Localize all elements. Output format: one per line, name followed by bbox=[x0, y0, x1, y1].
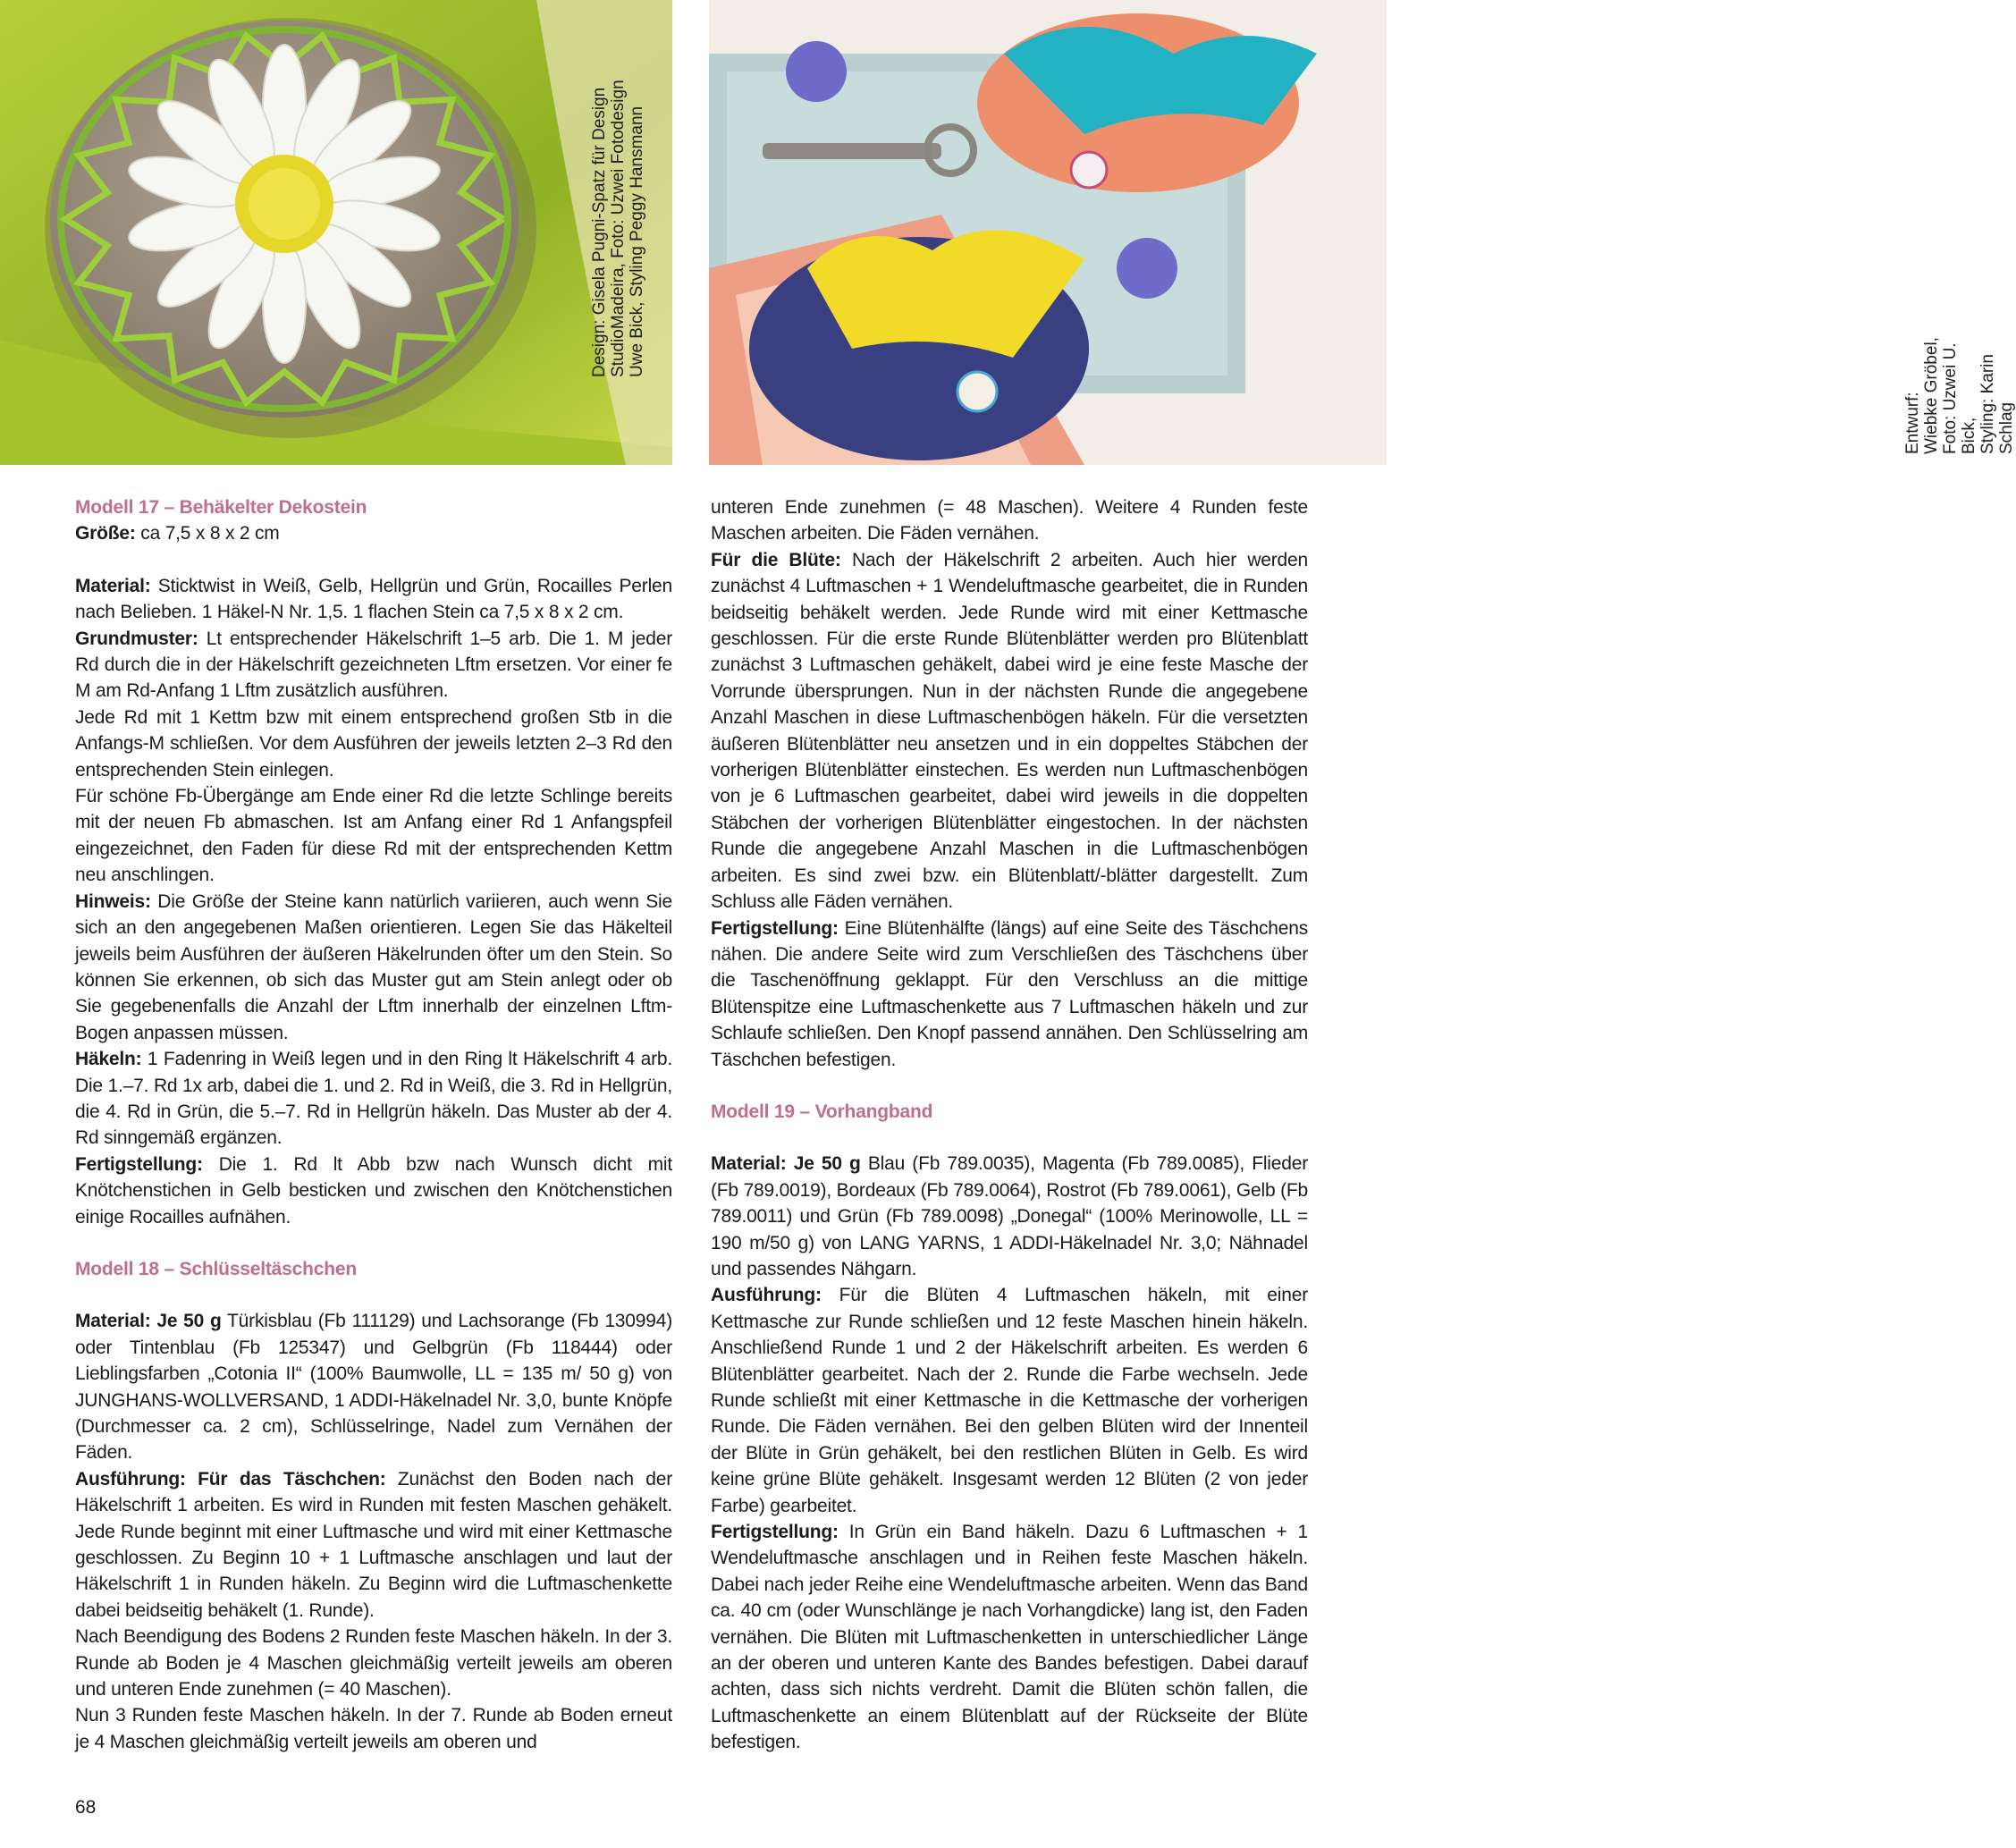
key-pouches-illustration bbox=[709, 0, 1387, 465]
model-17-material bbox=[75, 573, 672, 626]
daisy-stone-illustration bbox=[0, 0, 672, 465]
fertigstellung-text: Die 1. Rd lt Abb bzw nach Wunsch dicht mit Knötchenstichen in Gelb besticken und zwischen den Knötchenstichen einige Rocailles aufnähen. bbox=[75, 1153, 672, 1228]
material-label: Material: Je 50 g bbox=[711, 1153, 861, 1175]
credit-line: Design: Gisela Pugni-Spatz für Design bbox=[590, 87, 609, 377]
fertigstellung-label: Fertigstellung: bbox=[711, 917, 839, 939]
size-text: ca 7,5 x 8 x 2 cm bbox=[135, 523, 280, 544]
text-column-right bbox=[711, 494, 1308, 1756]
material-text: Blau (Fb 789.0035), Magenta (Fb 789.0085), Flieder (Fb 789.0019), Bordeaux (Fb 789.0064), Rostrot (Fb 789.0061), Gelb (Fb 789.0011) und Grün (Fb 789.0098) „Donegal“ (100% Merinowolle, LL = 190 m/50 g) von LANG YARNS, 1 ADDI-Häkelnadel Nr. 3,0; Nähnadel und passendes Nähgarn. bbox=[711, 1153, 1308, 1279]
fertigstellung-text: Eine Blütenhälfte (längs) auf eine Seite des Täschchens nähen. Die andere Seite wird zum Verschließen des Täschchens über die Taschenöffnung geklappt. Für den Verschluss an die mittige Blütenspitze eine Luftmaschenkette aus 7 Luftmaschen häkeln und zur Schlaufe schließen. Den Knopf passend annähen. Den Schlüsselring am Täschchen befestigen. bbox=[711, 917, 1308, 1070]
photo-daisy-stone bbox=[0, 0, 672, 465]
model-19-ausfuehrung bbox=[711, 1282, 1308, 1519]
model-18-heading: Modell 18 – Schlüsseltäschchen bbox=[75, 1258, 357, 1279]
credit-line: StudioMadeira, Foto: Uzwei Fotodesign bbox=[609, 80, 628, 377]
model-18-ausfuehrung bbox=[75, 1466, 672, 1624]
credit-line: Entwurf: bbox=[1903, 392, 1922, 454]
model-17-grundmuster bbox=[75, 626, 672, 705]
fertigstellung-text: In Grün ein Band häkeln. Dazu 6 Luftmaschen + 1 Wendeluftmasche anschlagen und in Reihen feste Maschen häkeln. Dabei nach jeder Reihe eine Wendeluftmasche arbeiten. Wenn das Band ca. 40 cm (oder Wunschlänge je nach Vorhangdicke) lang ist, den Faden vernähen. Die Blüten mit Luftmaschenketten in unterschiedlicher Länge an der oberen und unteren Kante des Bandes befestigen. Dabei darauf achten, dass sich nichts verdreht. Damit die Blüten schön fallen, die Luftmaschenkette an einem Blütenblatt auf der Rückseite der Blüte befestigen. bbox=[711, 1522, 1308, 1753]
model-17-haekeln bbox=[75, 1046, 672, 1152]
haekeln-text: 1 Fadenring in Weiß legen und in den Ring lt Häkelschrift 4 arb. Die 1.–7. Rd 1x arb, dabei die 1. und 2. Rd in Weiß, die 3. Rd in Hellgrün, die 4. Rd in Grün, die 5.–7. Rd in Hellgrün häkeln. Das Muster ab der 4. Rd sinngemäß ergänzen. bbox=[75, 1049, 672, 1149]
fertigstellung-label: Fertigstellung: bbox=[711, 1522, 839, 1543]
model-17-paragraph: Jede Rd mit 1 Kettm bzw mit einem entsprechend großen Stb in die Anfangs-M schließen. Vor dem Ausführen der jeweils letzten 2–3 Rd den entsprechenden Stein einlegen. bbox=[75, 706, 672, 781]
photo-credit-right bbox=[1903, 320, 2016, 454]
material-text: Türkisblau (Fb 111129) und Lachsorange (Fb 130994) oder Tintenblau (Fb 125347) und Gelbgrün (Fb 118444) oder Lieblingsfarben „Cotonia II“ (100% Baumwolle, LL = 135 m/ 50 g) von JUNGHANS-WOLLVERSAND, 1 ADDI-Häkelnadel Nr. 3,0, bunte Knöpfe (Durchmesser ca. 2 cm), Schlüsselringe, Nadel zum Vernähen der Fäden. bbox=[75, 1311, 672, 1464]
grundmuster-text: Lt entsprechender Häkelschrift 1–5 arb. Die 1. M jeder Rd durch die in der Häkelschrift gezeichneten Lftm ersetzen. Vor einer fe M am Rd-Anfang 1 Lftm zusätzlich ausführen. bbox=[75, 628, 672, 702]
model-19-heading: Modell 19 – Vorhangband bbox=[711, 1101, 933, 1122]
model-18-bluete bbox=[711, 547, 1308, 916]
credit-line: Uwe Bick, Styling Peggy Hansmann bbox=[628, 105, 646, 377]
photo-key-pouches bbox=[709, 0, 2016, 465]
credit-line: Styling: Karin Schlag bbox=[1978, 354, 2016, 454]
fertigstellung-label: Fertigstellung: bbox=[75, 1153, 203, 1175]
model-18-paragraph: Nun 3 Runden feste Maschen häkeln. In der 7. Runde ab Boden erneut je 4 Maschen gleichmäßig verteilt jeweils am oberen und bbox=[75, 1705, 672, 1752]
page-number: 68 bbox=[75, 1797, 97, 1818]
material-label: Material: bbox=[75, 575, 151, 596]
haekeln-label: Häkeln: bbox=[75, 1049, 142, 1070]
ausfuehrung-label: Ausführung: bbox=[711, 1285, 822, 1306]
photo-credit-left bbox=[590, 73, 646, 377]
model-19-material bbox=[711, 1151, 1308, 1282]
model-18-paragraph: Nach Beendigung des Bodens 2 Runden feste Maschen häkeln. In der 3. Runde ab Boden je 4 Maschen gleichmäßig verteilt jeweils am oberen und unteren Ende zunehmen (= 40 Maschen). bbox=[75, 1626, 672, 1700]
material-text: Sticktwist in Weiß, Gelb, Hellgrün und Grün, Rocailles Perlen nach Belieben. 1 Häkel-N Nr. 1,5. 1 flachen Stein ca 7,5 x 8 x 2 cm. bbox=[75, 575, 672, 623]
model-17-fertigstellung bbox=[75, 1152, 672, 1230]
model-17-heading: Modell 17 – Behäkelter Dekostein bbox=[75, 497, 367, 518]
grundmuster-label: Grundmuster: bbox=[75, 628, 198, 649]
ausfuehrung-text: Für die Blüten 4 Luftmaschen häkeln, mit einer Kettmasche zur Runde schließen und 12 feste Maschen hinein häkeln. Anschließend Runde 1 und 2 der Häkelschrift arbeiten. Es werden 6 Blütenblätter gearbeitet. Nach der 2. Runde die Farbe wechseln. Jede Runde schließt mit einer Kettmasche in die Kettmasche der vorherigen Runde. Die Fäden vernähen. Bei den gelben Blüten wird der Innenteil der Blüte in Grün gehäkelt, bei den restlichen Blüten in Gelb. Es wird keine grüne Blüte gehäkelt. Insgesamt werden 12 Blüten (2 von jeder Farbe) gearbeitet. bbox=[711, 1285, 1308, 1516]
model-18-continued: unteren Ende zunehmen (= 48 Maschen). Weitere 4 Runden feste Maschen arbeiten. Die Fäden vernähen. bbox=[711, 497, 1308, 544]
size-label: Größe: bbox=[75, 523, 136, 544]
ausfuehrung-label: Ausführung: Für das Täschchen: bbox=[75, 1468, 386, 1489]
model-17-paragraph: Für schöne Fb-Übergänge am Ende einer Rd die letzte Schlinge bereits mit der neuen Fb abmaschen. Ist am Anfang einer Rd 1 Anfangspfeil eingezeichnet, den Faden für diese Rd mit der entsprechenden Kettm neu anschlingen. bbox=[75, 786, 672, 886]
bluete-text: Nach der Häkelschrift 2 arbeiten. Auch hier werden zunächst 4 Luftmaschen + 1 Wendeluftmasche gearbeitet, die in Runden beidseitig behäkelt werden. Jede Runde wird mit einer Kettmasche geschlossen. Für die erste Runde Blütenblätter werden pro Blütenblatt zunächst 3 Luftmaschen gehäkelt, dabei wird je eine feste Masche der Vorrunde übersprungen. Nun in der nächsten Runde die angegebene Anzahl Maschen in diese Luftmaschenbögen häkeln. Für die versetzten äußeren Blütenblätter neu ansetzen und in ein doppeltes Stäbchen der vorherigen Blütenblätter einstechen. Es werden nun Luftmaschenbögen von je 6 Luftmaschen gearbeitet, dabei wird jeweils in die doppelten Stäbchen der vorherigen Blütenblätter eingestochen. In der nächsten Runde die angegebene Anzahl Maschen in die Luftmaschenbögen arbeiten. Es sind zwei bzw. ein Blütenblatt/-blätter dargestellt. Zum Schluss alle Fäden vernähen. bbox=[711, 549, 1308, 913]
hinweis-label: Hinweis: bbox=[75, 890, 151, 912]
ausfuehrung-text: Zunächst den Boden nach der Häkelschrift 1 arbeiten. Es wird in Runden mit festen Maschen gehäkelt. Jede Runde beginnt mit einer Luftmasche und wird mit einer Kettmasche geschlossen. Zu Beginn 10 + 1 Luftmasche anschlagen und laut der Häkelschrift 1 in Runden häkeln. Zu Beginn wird die Luftmaschenkette dabei beidseitig behäkelt (1. Runde). bbox=[75, 1468, 672, 1621]
model-17-size bbox=[75, 520, 672, 546]
hinweis-text: Die Größe der Steine kann natürlich variieren, auch wenn Sie sich an den angegebenen Maßen orientieren. Legen Sie das Häkelteil jeweils beim Ausführen der äußeren Häkelrunden öfter um den Stein. So können Sie erkennen, ob sich das Muster gut am Stein anlegt oder ob Sie gegebenenfalls die Anzahl der Lftm innerhalb der einzelnen Lftm-Bogen anpassen müssen. bbox=[75, 890, 672, 1043]
model-18-fertigstellung bbox=[711, 916, 1308, 1073]
credit-line: Wiebke Gröbel, bbox=[1922, 337, 1941, 454]
model-17-hinweis bbox=[75, 889, 672, 1046]
bluete-label: Für die Blüte: bbox=[711, 549, 841, 570]
material-label: Material: Je 50 g bbox=[75, 1311, 222, 1332]
model-19-fertigstellung bbox=[711, 1519, 1308, 1756]
text-column-left bbox=[75, 494, 672, 1755]
credit-line: Foto: Uzwei U. Bick, bbox=[1941, 342, 1978, 454]
model-18-material bbox=[75, 1308, 672, 1465]
